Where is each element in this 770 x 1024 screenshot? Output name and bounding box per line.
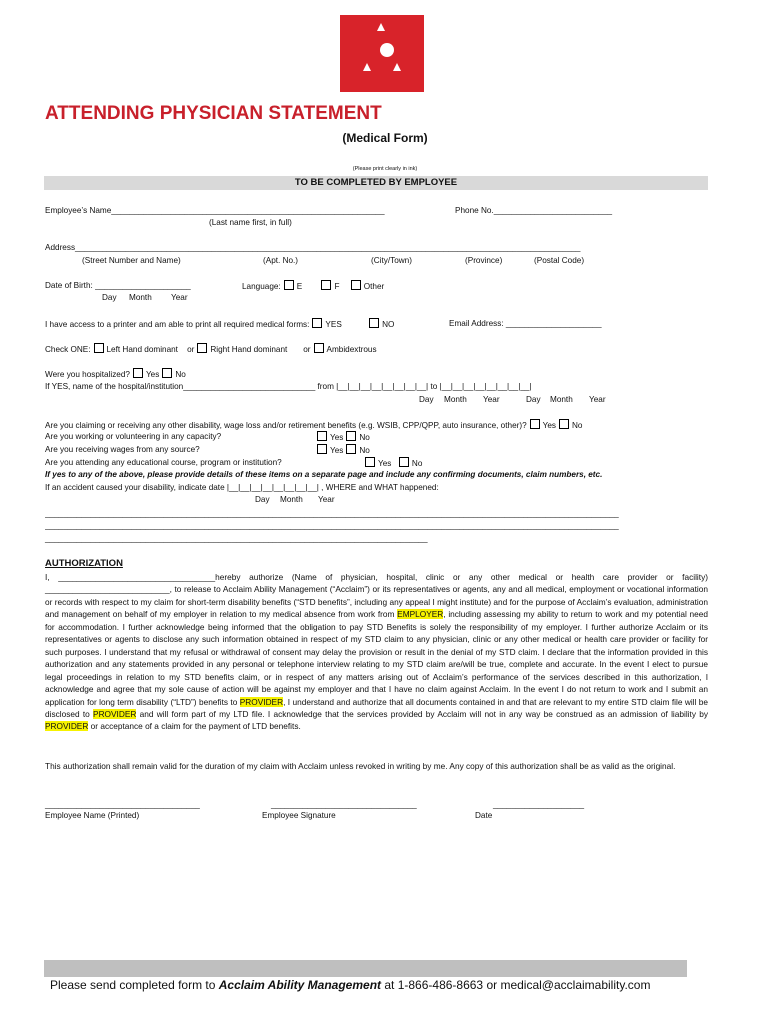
addr-apt-hint: (Apt. No.)	[263, 256, 299, 265]
q1-yes-label: Yes	[542, 421, 556, 430]
employer-highlight: EMPLOYER	[397, 609, 444, 620]
auth-text-e: or acceptance of a claim for the payment of LTD benefits.	[88, 721, 301, 732]
printer-yes-checkbox[interactable]	[312, 318, 322, 328]
questions-note: If yes to any of the above, please provide details of these items on a separate page and include any confirming documents, claim numbers, etc.	[45, 470, 603, 479]
hosp-to-day: Day	[526, 395, 541, 404]
dob-field[interactable]: _____________________	[95, 281, 191, 290]
footer-bar	[44, 960, 687, 977]
acclaim-logo	[340, 15, 424, 92]
address-label: Address	[45, 243, 76, 252]
right-hand-checkbox[interactable]	[197, 343, 207, 353]
name-printed-field[interactable]: __________________________________	[45, 800, 200, 809]
dob-year: Year	[171, 293, 188, 302]
auth-text-d: and will form part of my LTD file. I acknowledge that the services provided by Acclaim will not in any way be construed as an admission of liability by	[136, 708, 708, 719]
q2-text: Are you working or volunteering in any capacity?	[45, 432, 222, 441]
language-row	[242, 280, 384, 294]
hosp-no-label: No	[175, 370, 186, 379]
q1-no-label: No	[571, 421, 583, 430]
lang-e-label: E	[296, 282, 303, 291]
q4-yes-checkbox[interactable]	[365, 457, 375, 467]
acc-day: Day	[255, 495, 270, 504]
accident-line-1[interactable]: ______________________________________________________________________________________________________________________________	[45, 509, 619, 518]
q2-no-checkbox[interactable]	[346, 431, 356, 441]
acc-year: Year	[318, 495, 335, 504]
hospitalized-row	[45, 368, 186, 382]
q3-answers	[314, 444, 370, 458]
left-hand-label: Left Hand dominant	[106, 345, 178, 354]
hosp-from-month: Month	[444, 395, 467, 404]
q2-yes-checkbox[interactable]	[317, 431, 327, 441]
q1-yes-checkbox[interactable]	[530, 419, 540, 429]
employee-name-row	[45, 205, 385, 218]
dob-label: Date of Birth:	[45, 281, 93, 290]
right-hand-label: Right Hand dominant	[210, 345, 288, 354]
addr-province-hint: (Province)	[465, 256, 503, 265]
hosp-no-checkbox[interactable]	[162, 368, 172, 378]
q4-no-label: No	[411, 459, 423, 468]
hosp-from-year: Year	[483, 395, 500, 404]
hosp-from-day: Day	[419, 395, 434, 404]
language-label: Language:	[242, 282, 281, 291]
employee-name-field[interactable]: ____________________________________________________________	[111, 206, 385, 215]
lang-other-checkbox[interactable]	[351, 280, 361, 290]
hand-row	[45, 343, 377, 357]
ambidextrous-label: Ambidextrous	[326, 345, 377, 354]
hosp-yes-checkbox[interactable]	[133, 368, 143, 378]
phone-row	[455, 205, 612, 218]
hosp-to-month: Month	[550, 395, 573, 404]
or-text-2: or	[303, 345, 311, 354]
email-row	[449, 318, 602, 331]
dob-month: Month	[129, 293, 152, 302]
hosp-to-year: Year	[589, 395, 606, 404]
authorization-validity: This authorization shall remain valid for the duration of my claim with Acclaim unless revoked in writing by me. Any copy of this authorization shall be as valid as the original.	[45, 761, 676, 771]
address-field[interactable]: _______________________________________________________________________________________________________________	[75, 243, 581, 252]
hosp-yes-label: Yes	[145, 370, 160, 379]
authorization-paragraph	[45, 571, 708, 733]
auth-text-a: I, __________________________________hereby authorize (Name of physician, hospital, clinic or any other medical or health care provider or facility) ___________________________, to release to Acclaim Ability Management (“Acclaim”) or its representatives or agents, any and all medical, employment or vocational information or records with respect to my claim for short-term disability benefits (“STD benefits”, including any appeal I might institute) and for the purpose of Acclaim’s evaluation, administration and management on behalf of my employer in relation to my medical absence from work from	[45, 572, 708, 620]
date-label: Date	[475, 811, 493, 820]
q3-text: Are you receiving wages from any source?	[45, 445, 200, 454]
q4-text: Are you attending any educational course, program or institution?	[45, 458, 282, 467]
authorization-heading: AUTHORIZATION	[45, 558, 123, 569]
form-subtitle: (Medical Form)	[342, 131, 428, 145]
or-text-1: or	[187, 345, 195, 354]
provider-highlight-1: PROVIDER	[239, 696, 284, 707]
addr-street-hint: (Street Number and Name)	[82, 256, 181, 265]
printer-question: I have access to a printer and am able to print all required medical forms:	[45, 320, 310, 329]
dob-row	[45, 280, 191, 293]
form-title: ATTENDING PHYSICIAN STATEMENT	[45, 103, 382, 124]
printer-no-label: NO	[382, 320, 395, 329]
q3-no-label: No	[359, 446, 370, 455]
printer-no-checkbox[interactable]	[369, 318, 379, 328]
footer-company: Acclaim Ability Management	[218, 978, 382, 992]
hosp-name-field[interactable]: If YES, name of the hospital/institution_____________________________ from |__|__|__|__|__|__|__|__| to |__|__|__|__|__|__|__|__|	[45, 382, 532, 391]
name-printed-label: Employee Name (Printed)	[45, 811, 140, 820]
addr-city-hint: (City/Town)	[371, 256, 412, 265]
left-hand-checkbox[interactable]	[94, 343, 104, 353]
q2-yes-label: Yes	[330, 433, 344, 442]
q1-text: Are you claiming or receiving any other disability, wage loss and/or retirement benefits (e.g. WSIB, CPP/QPP, auto insurance, other)?	[45, 421, 527, 430]
phone-field[interactable]: __________________________	[493, 206, 613, 215]
check-one-label: Check ONE:	[45, 345, 91, 354]
q1-no-checkbox[interactable]	[559, 419, 569, 429]
provider-highlight-3: PROVIDER	[45, 721, 89, 732]
email-field[interactable]: _____________________	[505, 319, 602, 328]
phone-label: Phone No.	[455, 206, 494, 215]
q3-yes-checkbox[interactable]	[317, 444, 327, 454]
accident-field[interactable]: If an accident caused your disability, indicate date |__|__|__|__|__|__|__|__| , WHERE and WHAT happened:	[45, 483, 439, 492]
q4-no-checkbox[interactable]	[399, 457, 409, 467]
addr-postal-hint: (Postal Code)	[534, 256, 585, 265]
section-bar: TO BE COMPLETED BY EMPLOYEE	[44, 176, 708, 190]
lang-f-checkbox[interactable]	[321, 280, 331, 290]
employee-name-label: Employee’s Name	[45, 206, 112, 215]
hosp-question: Were you hospitalized?	[45, 370, 130, 379]
acc-month: Month	[280, 495, 303, 504]
print-note: (Please print clearly in ink)	[352, 166, 418, 172]
lang-other-label: Other	[363, 282, 385, 291]
footer-contact: at 1-866-486-8663 or medical@acclaimability.com	[381, 978, 651, 992]
dob-day: Day	[102, 293, 117, 302]
lang-e-checkbox[interactable]	[284, 280, 294, 290]
auth-text-c: , I understand and authorize that all documents contained in and that are relevant to my entire STD claim file will be disclosed to	[45, 696, 708, 719]
footer-text-a: Please send completed form to	[50, 978, 219, 992]
q3-no-checkbox[interactable]	[346, 444, 356, 454]
provider-highlight-2: PROVIDER	[93, 708, 137, 719]
q2-answers	[314, 431, 370, 445]
logo-triangles-icon	[340, 15, 424, 92]
footer-text	[50, 978, 650, 992]
email-label: Email Address:	[449, 319, 504, 328]
lang-f-label: F	[334, 282, 340, 291]
printer-row	[45, 318, 394, 332]
date-field[interactable]: ____________________	[493, 800, 585, 809]
q3-yes-label: Yes	[330, 446, 344, 455]
q4-yes-label: Yes	[378, 459, 392, 468]
address-row	[45, 242, 581, 255]
q2-no-label: No	[359, 433, 370, 442]
signature-label: Employee Signature	[262, 811, 336, 820]
accident-line-2[interactable]: ______________________________________________________________________________________________________________________________	[45, 521, 619, 530]
accident-line-3[interactable]: ____________________________________________________________________________________	[45, 534, 428, 543]
signature-field[interactable]: ________________________________	[271, 800, 417, 809]
ambidextrous-checkbox[interactable]	[314, 343, 324, 353]
name-hint: (Last name first, in full)	[209, 218, 292, 227]
printer-yes-label: YES	[325, 320, 342, 329]
auth-text-b: , including assessing my ability to return to work and my potential need for accommodation. I further acknowledge being informed that the obligation to pay STD Benefits is solely the responsibility of my employer. I further authorize Acclaim or its representatives or agents to disclose any such information obtained in respect of my STD claim to any physician, clinic or any other medical or health care provider or facility for such purposes. I understand that my refusal or withdrawal of consent may delay the provision or result in the denial of my STD claim. I declare that the information provided in this authorization and any statements provided in any personal or telephone interview relating to my STD claim are/will be true, complete and accurate. In the event I elect to pursue legal proceedings in relation to my STD benefits claim, or in respect of any matters arising out of Acclaim’s performance of the services described in this authorization, I acknowledge and agree that my sole cause of action will be against my employer and that I have no claim against Acclaim. In the event I do not return to work and I submit an application for long term disability (“LTD”) benefits to	[45, 609, 708, 707]
